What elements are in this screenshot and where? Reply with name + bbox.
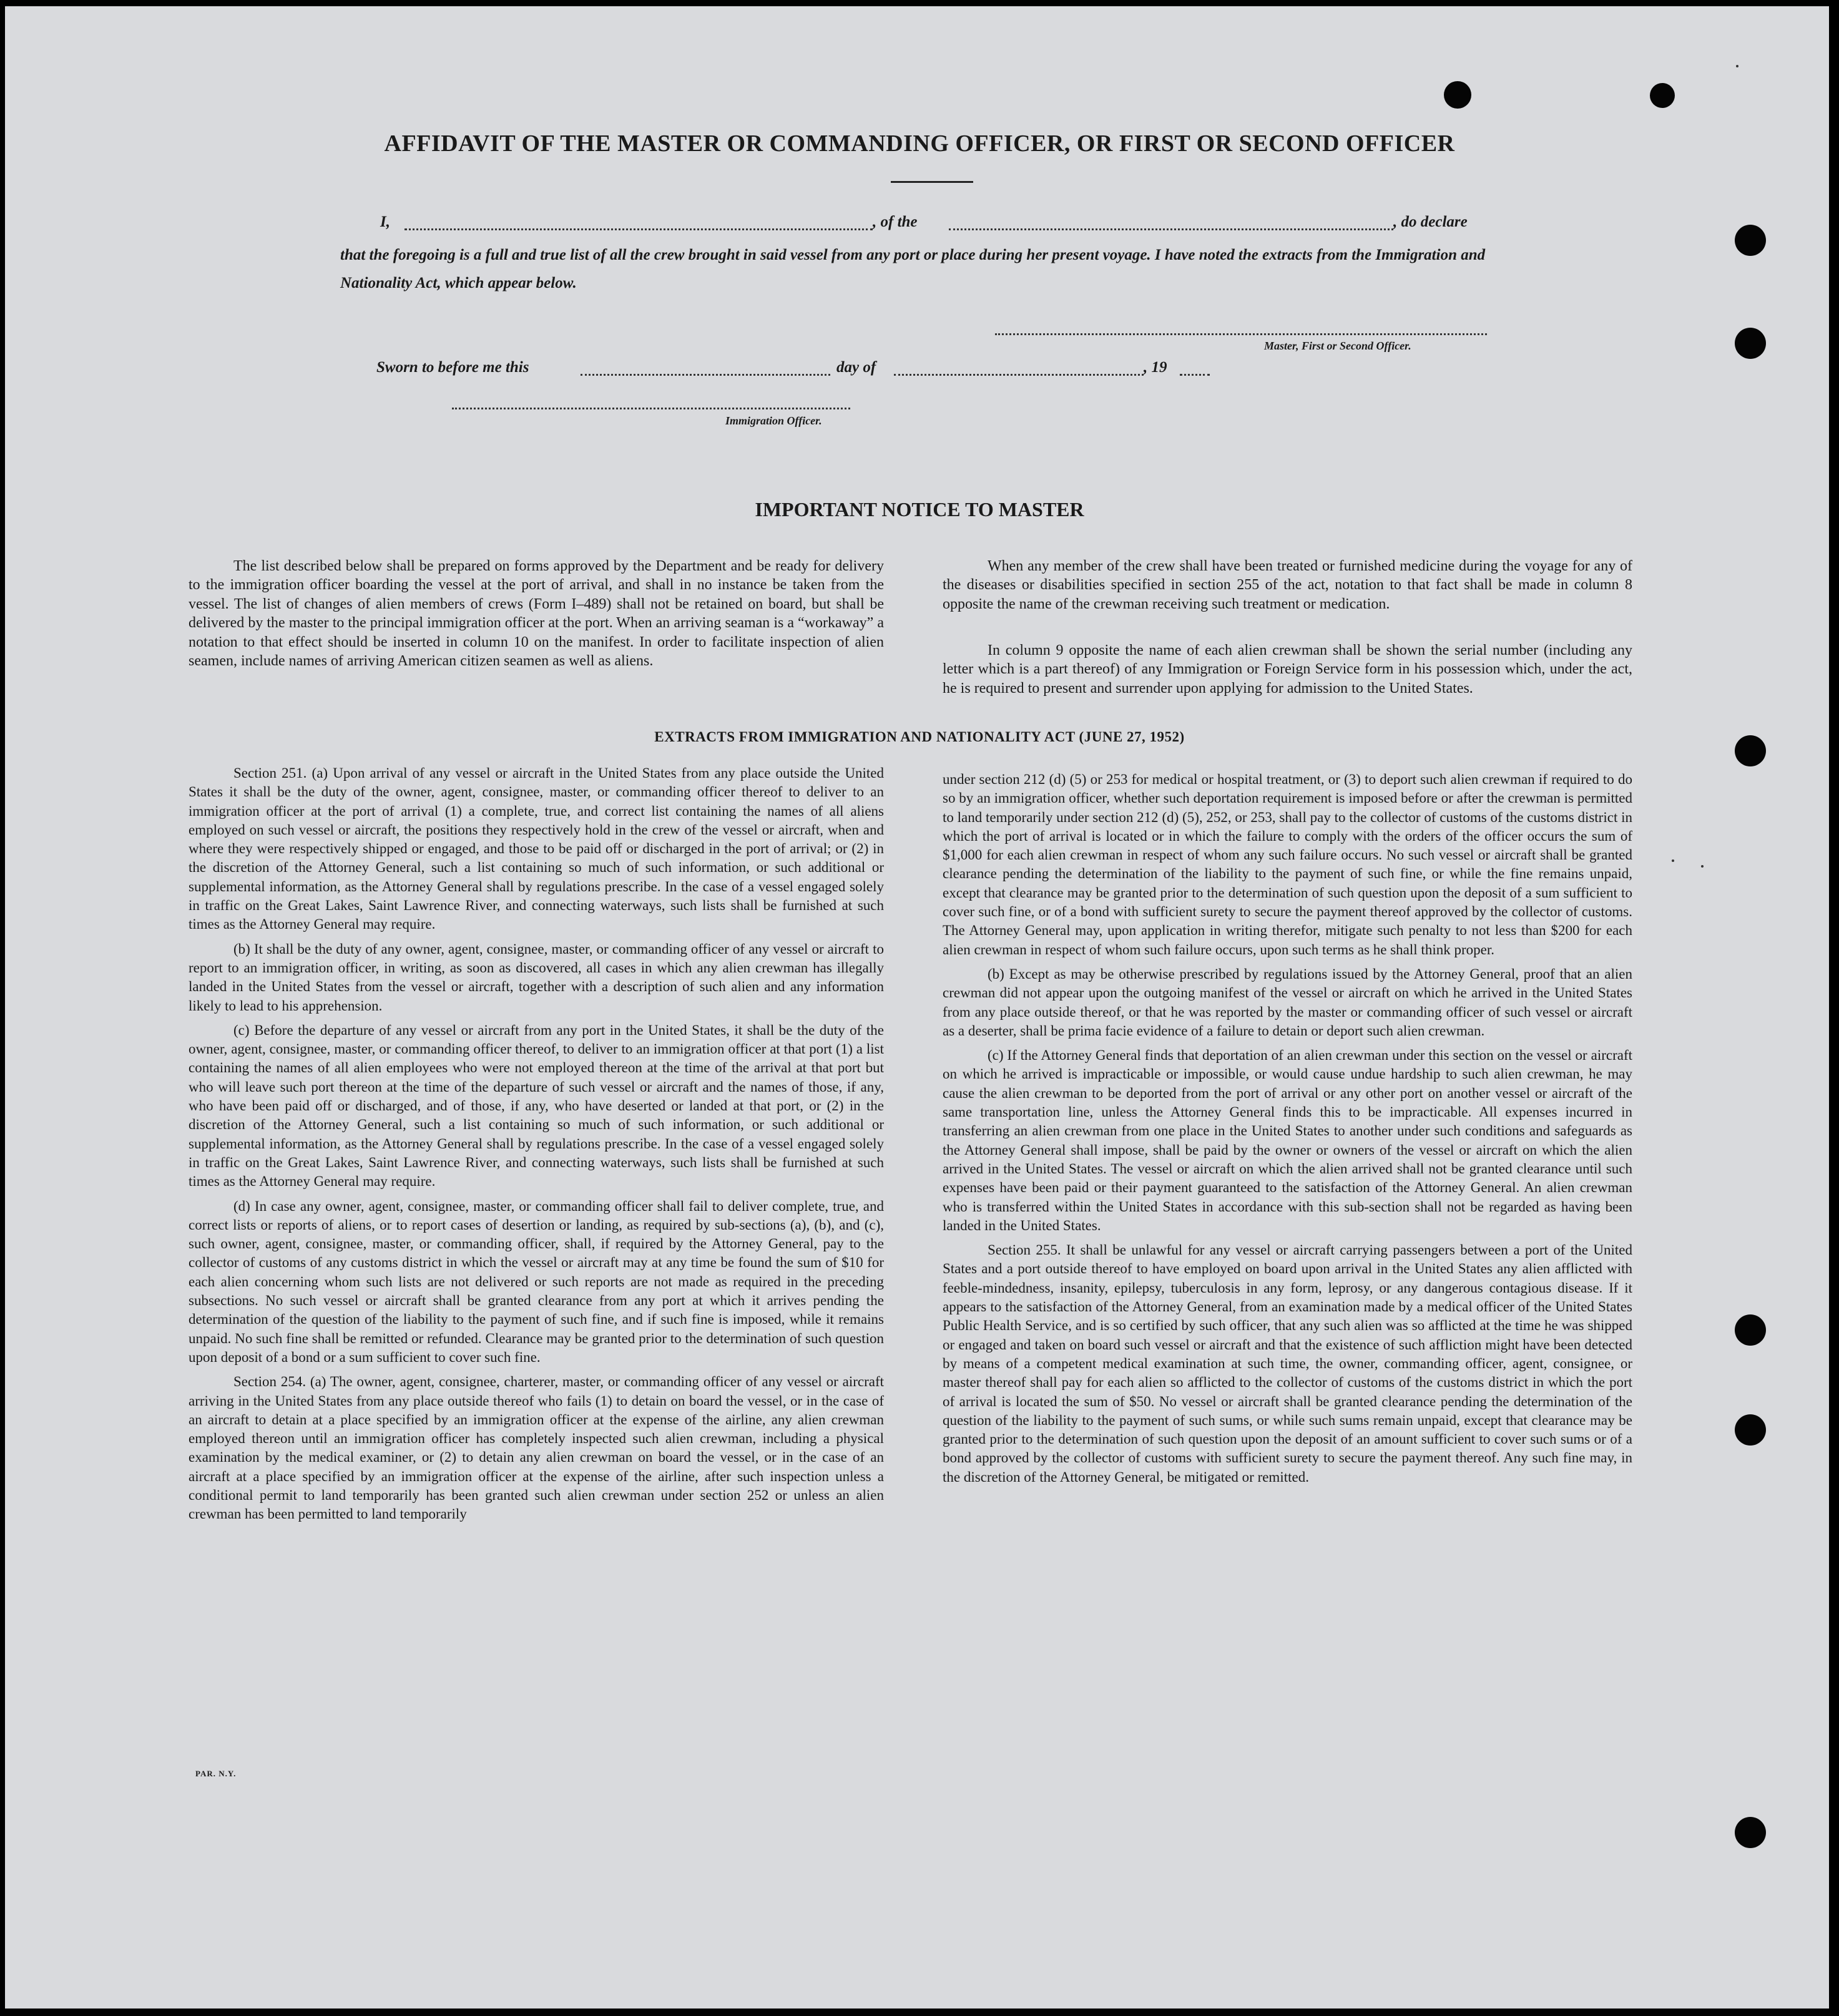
scan-speck [1701,865,1704,868]
scan-speck [1672,859,1674,862]
name-blank [405,228,873,230]
section-251-d: (d) In case any owner, agent, consignee, master, or commanding officer shall fail to deliver complete, true, and correct lists or reports of aliens, or to report cases of desertion or landing, as required by sub-sections (a), (b), and (c), such owner, agent, consignee, master, or commanding officer, shall, if required by the Attorney General, pay to the collector of customs of any customs district in which the vessel or aircraft may at any time be found the sum of $10 for each alien concerning whom such lists are not delivered or such reports are not made as required in the preceding subsections. No such vessel or aircraft shall be granted clearance from any port at which it arrives pending the determination of the question of the liability to the payment of such fine, and if such fine is imposed, while it remains unpaid. No such fine shall be remitted or refunded. Clearance may be granted prior to the determination of such question upon deposit of a bond or a sum sufficient to cover such fine. [189,1198,884,1365]
officer-caption: Immigration Officer. [725,414,822,427]
section-251-a: Section 251. (a) Upon arrival of any vessel or aircraft in the United States from any place outside the United States it shall be the duty of the owner, agent, consignee, master, or commanding officer thereof to deliver to an immigration officer at the port of arrival (1) a complete, true, and correct list containing the names of all aliens employed on such vessel or aircraft, the positions they respectively hold in the crew of the vessel or aircraft, when and where they were respectively shipped or engaged, and those to be paid off or discharged in the port of arrival; or (2) in the discretion of the Attorney General, such a list containing so much of such information, or such additional or supplemental information, as the Attorney General shall by regulations prescribe. In the case of a vessel engaged solely in traffic on the Great Lakes, Saint Lawrence River, and connecting waterways, such lists shall be furnished at such times as the Attorney General may require. [189,765,884,932]
notice-right-paragraph-1: When any member of the crew shall have been treated or furnished medicine during the voyage for any of the diseases or disabilities specified in section 255 of the act, notation to that fact shall be made in column 8 opposite the name of the crewman receiving such treatment or medication. [943,558,1632,612]
affidavit-line-start: I, [380,213,390,230]
affidavit-line-mid: , of the [873,213,918,230]
officer-signature-line [452,408,850,409]
scan-speck [1736,65,1738,67]
section-255: Section 255. It shall be unlawful for any vessel or aircraft carrying passengers between a port of the United States and a port outside thereof to have employed on board upon arrival in the United States any alien afflicted with feeble-mindedness, insanity, epilepsy, tuberculosis in any form, leprosy, or any dangerous contagious disease. If it appears to the satisfaction of the Attorney General, from an examination made by a medical officer of the United States Public Health Service, and is so certified by such officer, that any such alien was so afflicted at the time he was shipped or engaged and taken on board such vessel or aircraft and that the existence of such affliction might have been detected by means of a competent medical examination at such time, the owner, commanding officer, agent, consignee, or master thereof shall pay for each alien so afflicted to the collector of customs of the customs district in which the port of arrival is located the sum of $50. No vessel or aircraft shall be granted clearance pending the determination of the question of the liability to the payment of such sums, or while such sums remain unpaid, except that clearance may be granted prior to the determination of such question upon the deposit of an amount sufficient to cover such sums or of a bond approved by the collector of customs with sufficient surety to secure the payment thereof. Any such fine may, in the discretion of the Attorney General, be mitigated or remitted. [943,1242,1632,1485]
notice-right-paragraph-2: In column 9 opposite the name of each alien crewman shall be shown the serial number (including any letter which is a part thereof) of any Immigration or Foreign Service form in his possession which, under the act, he is required to present and surrender upon applying for admission to the United States. [943,642,1632,697]
affidavit-line-end: , do declare [1393,213,1468,230]
extracts-left-column [189,764,884,1530]
binder-hole [1650,83,1675,108]
binder-hole [1735,328,1766,359]
binder-hole [1735,1314,1766,1346]
section-254-a-continued: under section 212 (d) (5) or 253 for medical or hospital treatment, or (3) to deport such alien crewman if required to do so by an immigration officer, whether such deportation requirement is imposed before or after the crewman is permitted to land temporarily under section 212 (d) (5), 252, or 253, shall pay to the collector of customs of the customs district in which the port of arrival is located or in which the failure to comply with the orders of the officer occurs the sum of $1,000 for each alien crewman in respect of whom any such failure occurs. No such vessel or aircraft shall be granted clearance pending the determination of the liability to the payment of such fine, or while the fine remains unpaid, except that clearance may be granted prior to the determination of such question upon the deposit of a sum sufficient to cover such fine, or of a bond with sufficient surety to secure the payment thereof approved by the collector of customs. The Attorney General may, upon application in writing therefor, mitigate such penalty to not less than $200 for each alien crewman in respect of whom such failure occurs, upon such terms as he shall think proper. [943,771,1632,957]
extracts-heading: EXTRACTS FROM IMMIGRATION AND NATIONALITY ACT (JUNE 27, 1952) [654,729,1185,745]
notice-heading: IMPORTANT NOTICE TO MASTER [755,498,1084,521]
title-rule [891,181,973,183]
binder-hole [1735,1817,1766,1848]
affidavit-title: AFFIDAVIT OF THE MASTER OR COMMANDING OFFICER, OR FIRST OR SECOND OFFICER [384,130,1455,157]
notice-left-paragraph: The list described below shall be prepared on forms approved by the Department and be ready for delivery to the immigration officer boarding the vessel at the port of arrival, and shall in no instance be taken from the vessel. The list of changes of alien members of crews (Form I–489) shall not be retained on board, but shall be delivered by the master to the principal immigration officer at the port. When an arriving seaman is a “workaway” a notation to that effect should be inserted in column 10 on the manifest. In order to facilitate inspection of alien seamen, include names of arriving American citizen seamen as well as aliens. [189,558,884,670]
sworn-label: Sworn to before me this [376,359,529,376]
binder-hole [1444,81,1471,109]
affidavit-statement: that the foregoing is a full and true list of all the crew brought in said vessel from any port or place during her present voyage. I have noted the extracts from the Immigration and Nationality Act, which appear below. [340,247,1486,291]
section-254-c: (c) If the Attorney General finds that deportation of an alien crewman under this section on the vessel or aircraft on which he arrived is impracticable or impossible, or would cause undue hardship to such alien crewman, he may cause the alien crewman to be deported from the port of arrival or any other port on another vessel or aircraft of the same transportation line, unless the Attorney General finds this to be impracticable. All expenses incurred in transferring an alien crewman from one place in the United States to another under such conditions and safeguards as the Attorney General shall impose, shall be paid by the owner or owners of the vessel or aircraft on which the alien arrived in the United States. The vessel or aircraft on which the alien arrived shall not be granted clearance until such expenses have been paid or their payment guaranteed to the satisfaction of the Attorney General. An alien crewman who is transferred within the United States in accordance with this sub-section shall not be regarded as having been landed in the United States. [943,1047,1632,1233]
binder-hole [1735,225,1766,256]
sworn-month-blank [894,374,1144,376]
section-254-b: (b) Except as may be otherwise prescribed by regulations issued by the Attorney General, proof that an alien crewman did not appear upon the outgoing manifest of the vessel or aircraft on which he arrived in the United States from any place outside thereof, or that he was reported by the master or commanding officer of such vessel or aircraft as a deserter, shall be prima facie evidence of a failure to detain or deport such alien crewman. [943,966,1632,1039]
binder-hole [1735,1414,1766,1446]
master-signature-line [995,333,1487,335]
extracts-right-column [943,770,1632,1492]
vessel-blank [949,228,1393,230]
section-254-a: Section 254. (a) The owner, agent, consignee, charterer, master, or commanding officer of any vessel or aircraft arriving in the United States from any place outside thereof who fails (1) to detain on board the vessel, or in the case of an aircraft to detain at a place specified by an immigration officer at the expense of the airline, any alien crewman employed thereon until an immigration officer has completely inspected such alien crewman, including a physical examination by the medical examiner, or (2) to detain any alien crewman on board the vessel, or in the case of an aircraft at a place specified by an immigration officer at the expense of the airline, after such inspection unless a conditional permit to land temporarily has been granted such alien crewman under section 252 or unless an alien crewman has been permitted to land temporarily [189,1374,884,1522]
section-251-b: (b) It shall be the duty of any owner, agent, consignee, master, or commanding officer of any vessel or aircraft to report to an immigration officer, in writing, as soon as discovered, all cases in which any alien crewman has illegally landed in the United States from the vessel or aircraft, together with a description of such alien and any information likely to lead to his apprehension. [189,941,884,1014]
sworn-day-label: day of [836,359,876,376]
printer-mark: PAR. N.Y. [195,1769,237,1778]
master-caption: Master, First or Second Officer. [1264,340,1411,352]
sworn-year-label: , 19 [1144,359,1167,376]
sworn-year-blank [1180,374,1210,376]
sworn-day-blank [581,374,830,376]
section-251-c: (c) Before the departure of any vessel or aircraft from any port in the United States, it shall be the duty of the owner, agent, consignee, master, or commanding officer thereof, to deliver to an immigration officer at that port (1) a list containing the names of all alien employees who were not employed thereon at the time of the arrival at that port but who will leave such port thereon at the time of the departure of such vessel or aircraft and the names of those, if any, who have been paid off or discharged, and of those, if any, who have deserted or landed at that port, or (2) in the discretion of the Attorney General, such a list containing so much of such information, or such additional or supplemental information, as the Attorney General shall by regulations prescribe. In the case of a vessel engaged solely in traffic on the Great Lakes, Saint Lawrence River, and connecting waterways, such lists shall be furnished at such times as the Attorney General may require. [189,1022,884,1190]
